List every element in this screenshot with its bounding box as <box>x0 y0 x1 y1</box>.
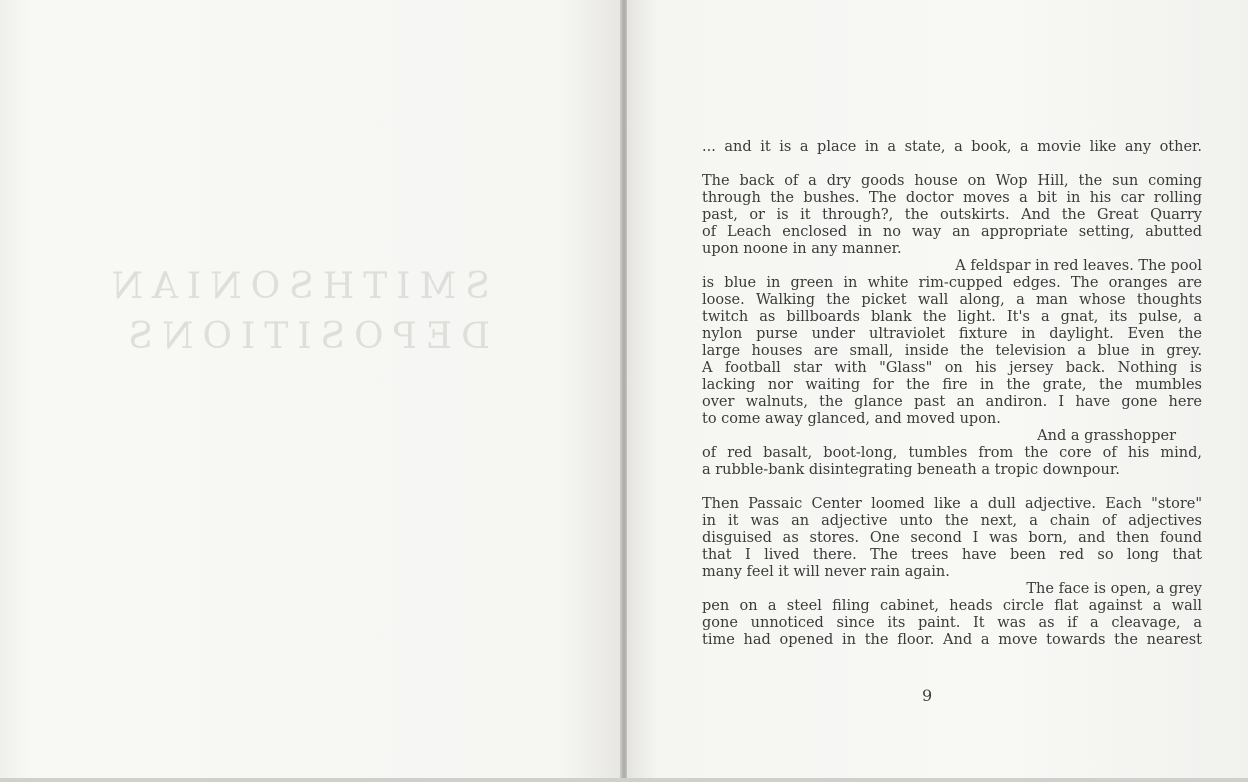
text-line: A feldspar in red leaves. The pool <box>955 258 1202 274</box>
text-line: through the bushes. The doctor moves a bit in his car rolling <box>702 190 1202 206</box>
paragraph-gap <box>702 156 1202 173</box>
paragraph-gap <box>702 479 1202 496</box>
text-line: many feel it will never rain again. <box>702 564 950 580</box>
text-line: time had opened in the floor. And a move towards the nearest <box>702 632 1202 648</box>
text-line: past, or is it through?, the outskirts. And the Great Quarry <box>702 207 1202 223</box>
text-line: over walnuts, the glance past an andiron. I have gone here <box>702 394 1202 410</box>
paragraph-3 <box>702 428 1202 479</box>
left-page <box>0 0 621 782</box>
right-page <box>627 0 1248 782</box>
opening-line: ... and it is a place in a state, a book, a movie like any other. <box>702 139 1202 155</box>
text-line: The face is open, a grey <box>1026 581 1202 597</box>
text-line: loose. Walking the picket wall along, a man whose thoughts <box>702 292 1202 308</box>
paragraph-1 <box>702 173 1202 258</box>
paragraph-5 <box>702 581 1202 649</box>
text-line: lacking nor waiting for the fire in the grate, the mumbles <box>702 377 1202 393</box>
text-line: to come away glanced, and moved upon. <box>702 411 1001 427</box>
text-line: pen on a steel filing cabinet, heads circle flat against a wall <box>702 598 1202 614</box>
text-line: A football star with "Glass" on his jersey back. Nothing is <box>702 360 1202 376</box>
text-line: large houses are small, inside the television a blue in grey. <box>702 343 1202 359</box>
page-text <box>702 139 1202 649</box>
text-line: disguised as stores. One second I was born, and then found <box>702 530 1202 546</box>
text-line: Then Passaic Center loomed like a dull adjective. Each "store" <box>702 496 1202 512</box>
paragraph-4 <box>702 496 1202 581</box>
showthrough-line-1: SMITHSONIAN <box>102 266 490 307</box>
text-line: that I lived there. The trees have been red so long that <box>702 547 1202 563</box>
text-line: twitch as billboards blank the light. It's a gnat, its pulse, a <box>702 309 1202 325</box>
showthrough-line-2: DEPOSITIONS <box>119 316 490 357</box>
page-bottom-edge <box>0 778 1248 782</box>
page-number: 9 <box>922 686 933 705</box>
text-line: upon noone in any manner. <box>702 241 902 257</box>
text-line: nylon purse under ultraviolet fixture in daylight. Even the <box>702 326 1202 342</box>
text-line: The back of a dry goods house on Wop Hill, the sun coming <box>702 173 1202 189</box>
text-line: of Leach enclosed in no way an appropriate setting, abutted <box>702 224 1202 240</box>
text-line: gone unnoticed since its paint. It was as if a cleavage, a <box>702 615 1202 631</box>
paragraph-2 <box>702 258 1202 428</box>
text-line: in it was an adjective unto the next, a chain of adjectives <box>702 513 1202 529</box>
showthrough-title <box>102 262 490 362</box>
text-line: of red basalt, boot-long, tumbles from the core of his mind, <box>702 445 1202 461</box>
text-line: a rubble-bank disintegrating beneath a tropic downpour. <box>702 462 1120 478</box>
text-line: And a grasshopper <box>1037 428 1176 444</box>
text-line: is blue in green in white rim-cupped edges. The oranges are <box>702 275 1202 291</box>
